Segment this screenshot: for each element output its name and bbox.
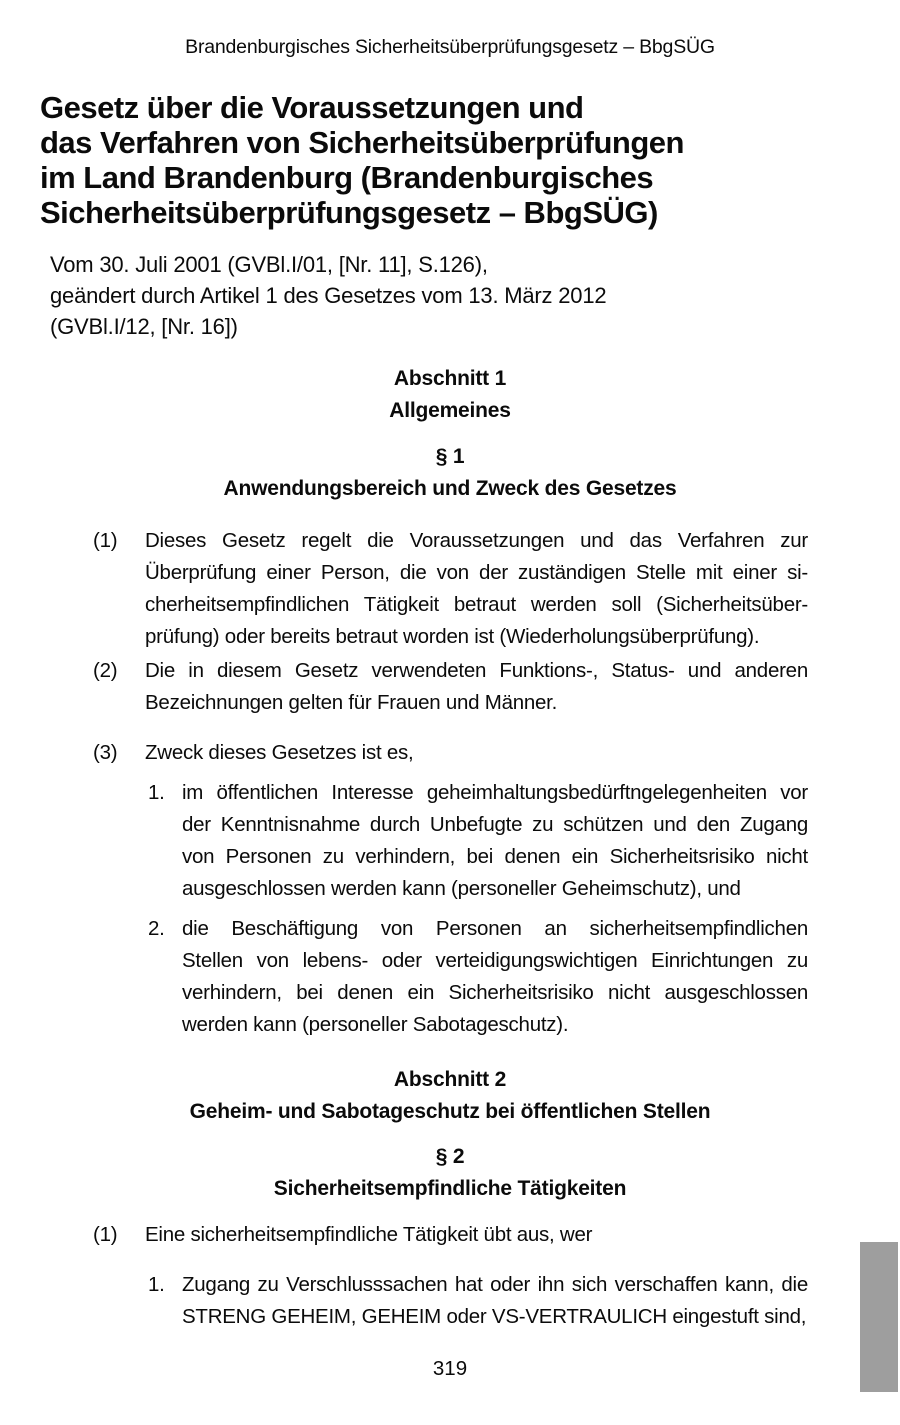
text-line: Zugang zu Verschlusssachen hat oder ihn sich verschaffen kann, die (182, 1273, 808, 1296)
section-label: Abschnitt 2 (393, 1068, 507, 1091)
paragraph-absatz-3 (93, 737, 808, 769)
absatz-marker: (1) (93, 529, 118, 552)
paragraph-absatz-2 (93, 655, 808, 719)
list-item-marker: 2. (148, 917, 165, 940)
law-subtitle (50, 249, 850, 342)
paragraph-label: § 2 (435, 1145, 465, 1168)
text-line: der Kenntnisnahme durch Unbefugte zu schützen und den Zugang (182, 813, 808, 836)
absatz-text (145, 655, 808, 719)
section-label: Abschnitt 1 (393, 367, 507, 390)
section-title: Allgemeines (389, 398, 511, 422)
absatz-marker: (2) (93, 659, 118, 682)
list-item-marker: 1. (148, 1273, 165, 1296)
text-line: geändert durch Artikel 1 des Gesetzes vom 13. März 2012 (50, 283, 607, 308)
paragraph-label: § 1 (435, 445, 465, 468)
text-line: Zweck dieses Gesetzes ist es, (145, 741, 414, 764)
absatz-marker: (3) (93, 741, 118, 764)
text-line: Eine sicherheitsempfindliche Tätigkeit übt aus, wer (145, 1223, 593, 1246)
section-heading-abschnitt-1 (50, 363, 850, 426)
text-line: die Beschäftigung von Personen an sicherheitsempfindlichen (182, 917, 808, 940)
paragraph-heading-1 (50, 441, 850, 504)
text-line: verhindern, bei denen ein Sicherheitsrisiko nicht ausgeschlossen (182, 981, 808, 1004)
text-line: Überprüfung einer Person, die von der zuständigen Stelle mit einer si- (145, 561, 808, 584)
text-line: prüfung) oder bereits betraut worden ist (Wiederholungsüberprüfung). (145, 625, 760, 648)
section-title: Geheim- und Sabotageschutz bei öffentlichen Stellen (189, 1099, 711, 1123)
text-line: im öffentlichen Interesse geheimhaltungsbedürftngelegenheiten vor (182, 781, 808, 804)
paragraph-title: Anwendungsbereich und Zweck des Gesetzes (223, 476, 677, 500)
paragraph2-list-item-1 (148, 1269, 808, 1333)
text-line: Vom 30. Juli 2001 (GVBl.I/01, [Nr. 11], S.126), (50, 252, 488, 277)
text-line: Bezeichnungen gelten für Frauen und Männer. (145, 691, 558, 714)
paragraph-heading-2 (50, 1141, 850, 1204)
law-title (40, 90, 860, 230)
text-line: Die in diesem Gesetz verwendeten Funktions-, Status- und anderen (145, 659, 808, 682)
text-line: Sicherheitsüberprüfungsgesetz – BbgSÜG) (40, 195, 658, 230)
absatz-text (145, 1219, 808, 1251)
paragraph2-absatz-1 (93, 1219, 808, 1251)
list-item-text (182, 1269, 808, 1333)
section-heading-abschnitt-2 (50, 1064, 850, 1127)
paragraph-title: Sicherheitsempfindliche Tätigkeiten (273, 1176, 627, 1200)
thumb-index-tab (860, 1242, 898, 1392)
text-line: (GVBl.I/12, [Nr. 16]) (50, 314, 238, 339)
text-line: ausgeschlossen werden kann (personeller Geheimschutz), und (182, 877, 741, 900)
text-line: im Land Brandenburg (Brandenburgisches (40, 160, 654, 195)
text-line: das Verfahren von Sicherheitsüberprüfungen (40, 125, 684, 160)
text-line: Stellen von lebens- oder verteidigungswichtigen Einrichtungen zu (182, 949, 808, 972)
absatz-marker: (1) (93, 1223, 118, 1246)
running-header: Brandenburgisches Sicherheitsüberprüfungsgesetz – BbgSÜG (185, 36, 715, 58)
list-item-2 (148, 913, 808, 1041)
text-line: cherheitsempfindlichen Tätigkeit betraut werden soll (Sicherheitsüber- (145, 593, 808, 616)
absatz-text (145, 525, 808, 653)
list-item-1 (148, 777, 808, 905)
list-item-marker: 1. (148, 781, 165, 804)
text-line: STRENG GEHEIM, GEHEIM oder VS-VERTRAULICH eingestuft sind, (182, 1305, 807, 1328)
page-number: 319 (432, 1357, 468, 1380)
text-line: von Personen zu verhindern, bei denen ein Sicherheitsrisiko nicht (182, 845, 808, 868)
text-line: Dieses Gesetz regelt die Voraussetzungen und das Verfahren zur (145, 529, 808, 552)
text-line: werden kann (personeller Sabotageschutz). (182, 1013, 569, 1036)
text-line: Gesetz über die Voraussetzungen und (40, 90, 584, 125)
list-item-text (182, 913, 808, 1041)
list-item-text (182, 777, 808, 905)
paragraph-absatz-1 (93, 525, 808, 653)
absatz-text (145, 737, 808, 769)
